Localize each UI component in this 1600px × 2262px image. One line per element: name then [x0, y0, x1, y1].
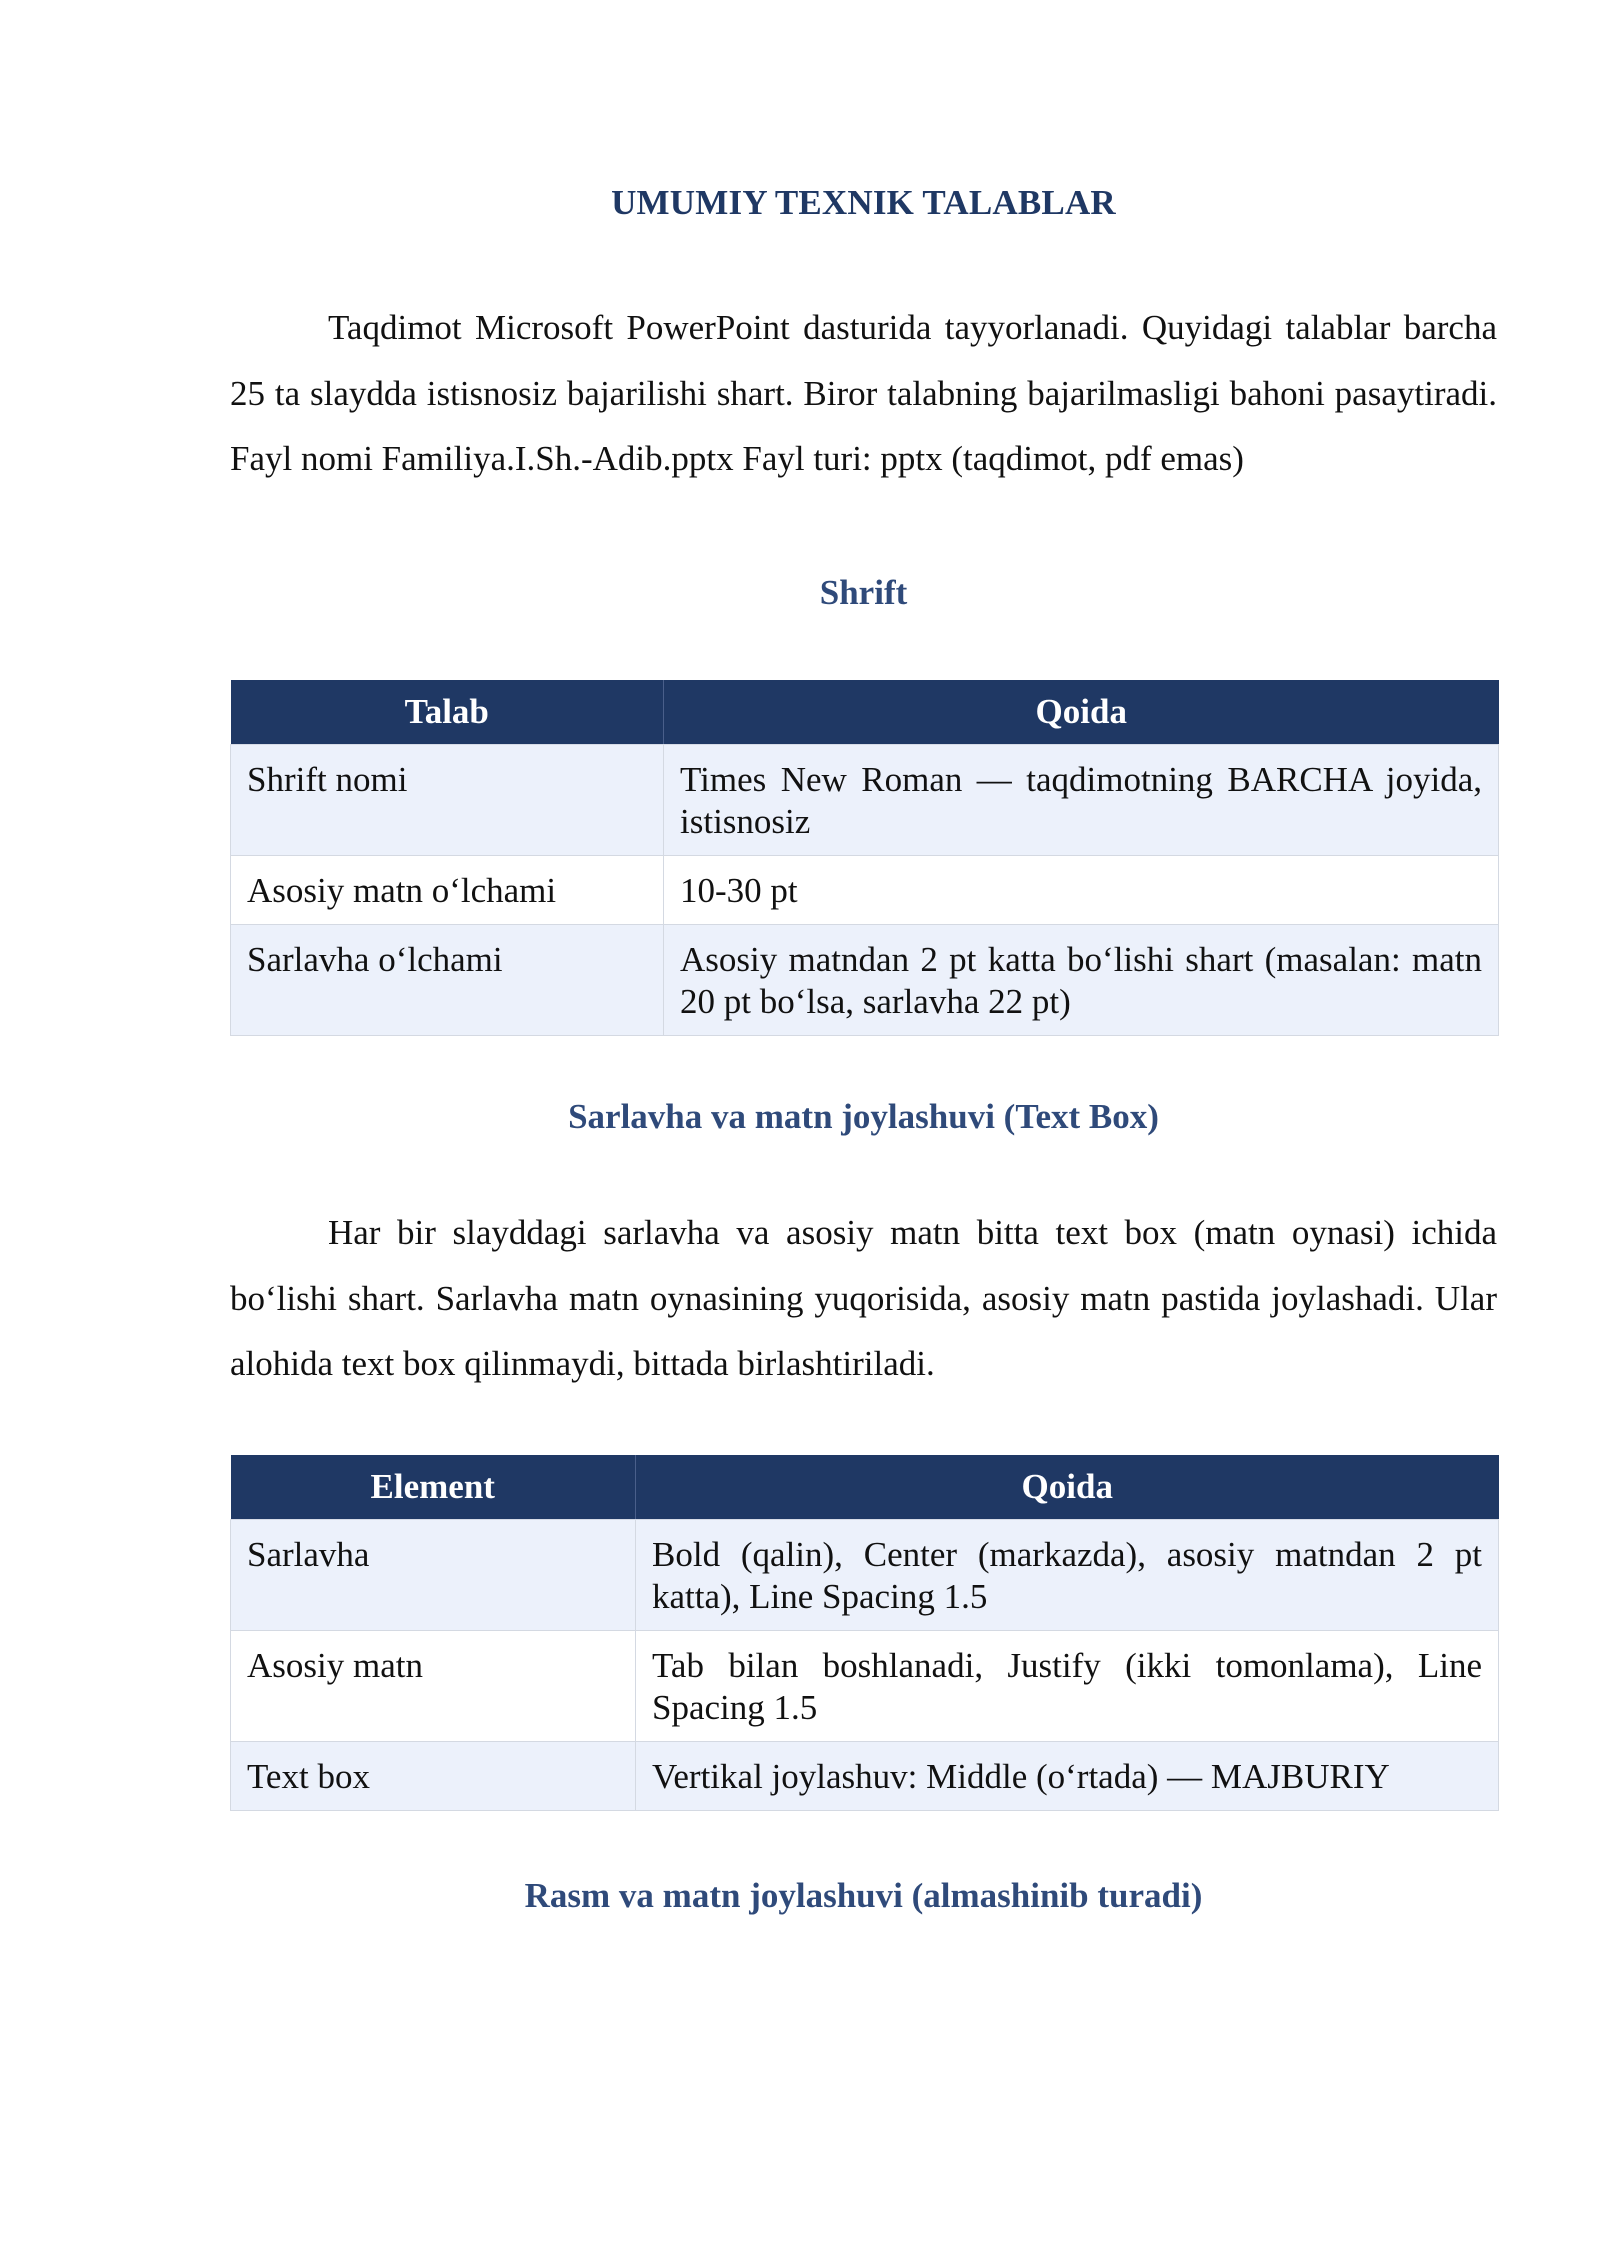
table-row — [231, 1631, 1499, 1742]
table-header-row — [231, 680, 1499, 745]
rule-cell: Asosiy matndan 2 pt katta bo‘lishi shart (masalan: matn 20 pt bo‘lsa, sarlavha 22 pt) — [664, 925, 1499, 1036]
rule-cell: Bold (qalin), Center (markazda), asosiy matndan 2 pt katta), Line Spacing 1.5 — [636, 1520, 1499, 1631]
textbox-requirements-table — [230, 1455, 1499, 1811]
table-row — [231, 1520, 1499, 1631]
intro-paragraph: Taqdimot Microsoft PowerPoint dasturida tayyorlanadi. Quyidagi talablar barcha 25 ta slaydda istisnosiz bajarilishi shart. Biror talabning bajarilmasligi bahoni pasaytiradi. Fayl nomi Familiya.I.Sh.-Adib.pptx Fayl turi: pptx (taqdimot, pdf emas) — [230, 308, 1497, 478]
table-row — [231, 856, 1499, 925]
table-header-row — [231, 1455, 1499, 1520]
requirement-cell: Asosiy matn o‘lchami — [231, 856, 664, 925]
requirement-cell: Sarlavha o‘lchami — [231, 925, 664, 1036]
element-cell: Text box — [231, 1742, 636, 1811]
column-header-qoida: Qoida — [636, 1455, 1499, 1520]
table-row — [231, 745, 1499, 856]
requirement-cell: Shrift nomi — [231, 745, 664, 856]
rule-cell: Times New Roman — taqdimotning BARCHA joyida, istisnosiz — [664, 745, 1499, 856]
table-row — [231, 1742, 1499, 1811]
element-cell: Asosiy matn — [231, 1631, 636, 1742]
section-heading-text-box: Sarlavha va matn joylashuvi (Text Box) — [568, 1097, 1159, 1136]
document-title: UMUMIY TEXNIK TALABLAR — [611, 183, 1116, 222]
textbox-paragraph: Har bir slayddagi sarlavha va asosiy matn bitta text box (matn oynasi) ichida bo‘lishi shart. Sarlavha matn oynasining yuqorisida, asosiy matn pastida joylashadi. Ular alohida text box qilinmaydi, bittada birlashtiriladi. — [230, 1213, 1497, 1383]
section-heading-shrift: Shrift — [819, 573, 908, 612]
rule-cell: 10-30 pt — [664, 856, 1499, 925]
section-heading-image-layout: Rasm va matn joylashuvi (almashinib turadi) — [524, 1876, 1203, 1915]
element-cell: Sarlavha — [231, 1520, 636, 1631]
column-header-qoida: Qoida — [664, 680, 1499, 745]
column-header-talab: Talab — [231, 680, 664, 745]
table-row — [231, 925, 1499, 1036]
column-header-element: Element — [231, 1455, 636, 1520]
font-requirements-table — [230, 680, 1499, 1036]
rule-cell: Tab bilan boshlanadi, Justify (ikki tomonlama), Line Spacing 1.5 — [636, 1631, 1499, 1742]
rule-cell: Vertikal joylashuv: Middle (o‘rtada) — MAJBURIY — [636, 1742, 1499, 1811]
